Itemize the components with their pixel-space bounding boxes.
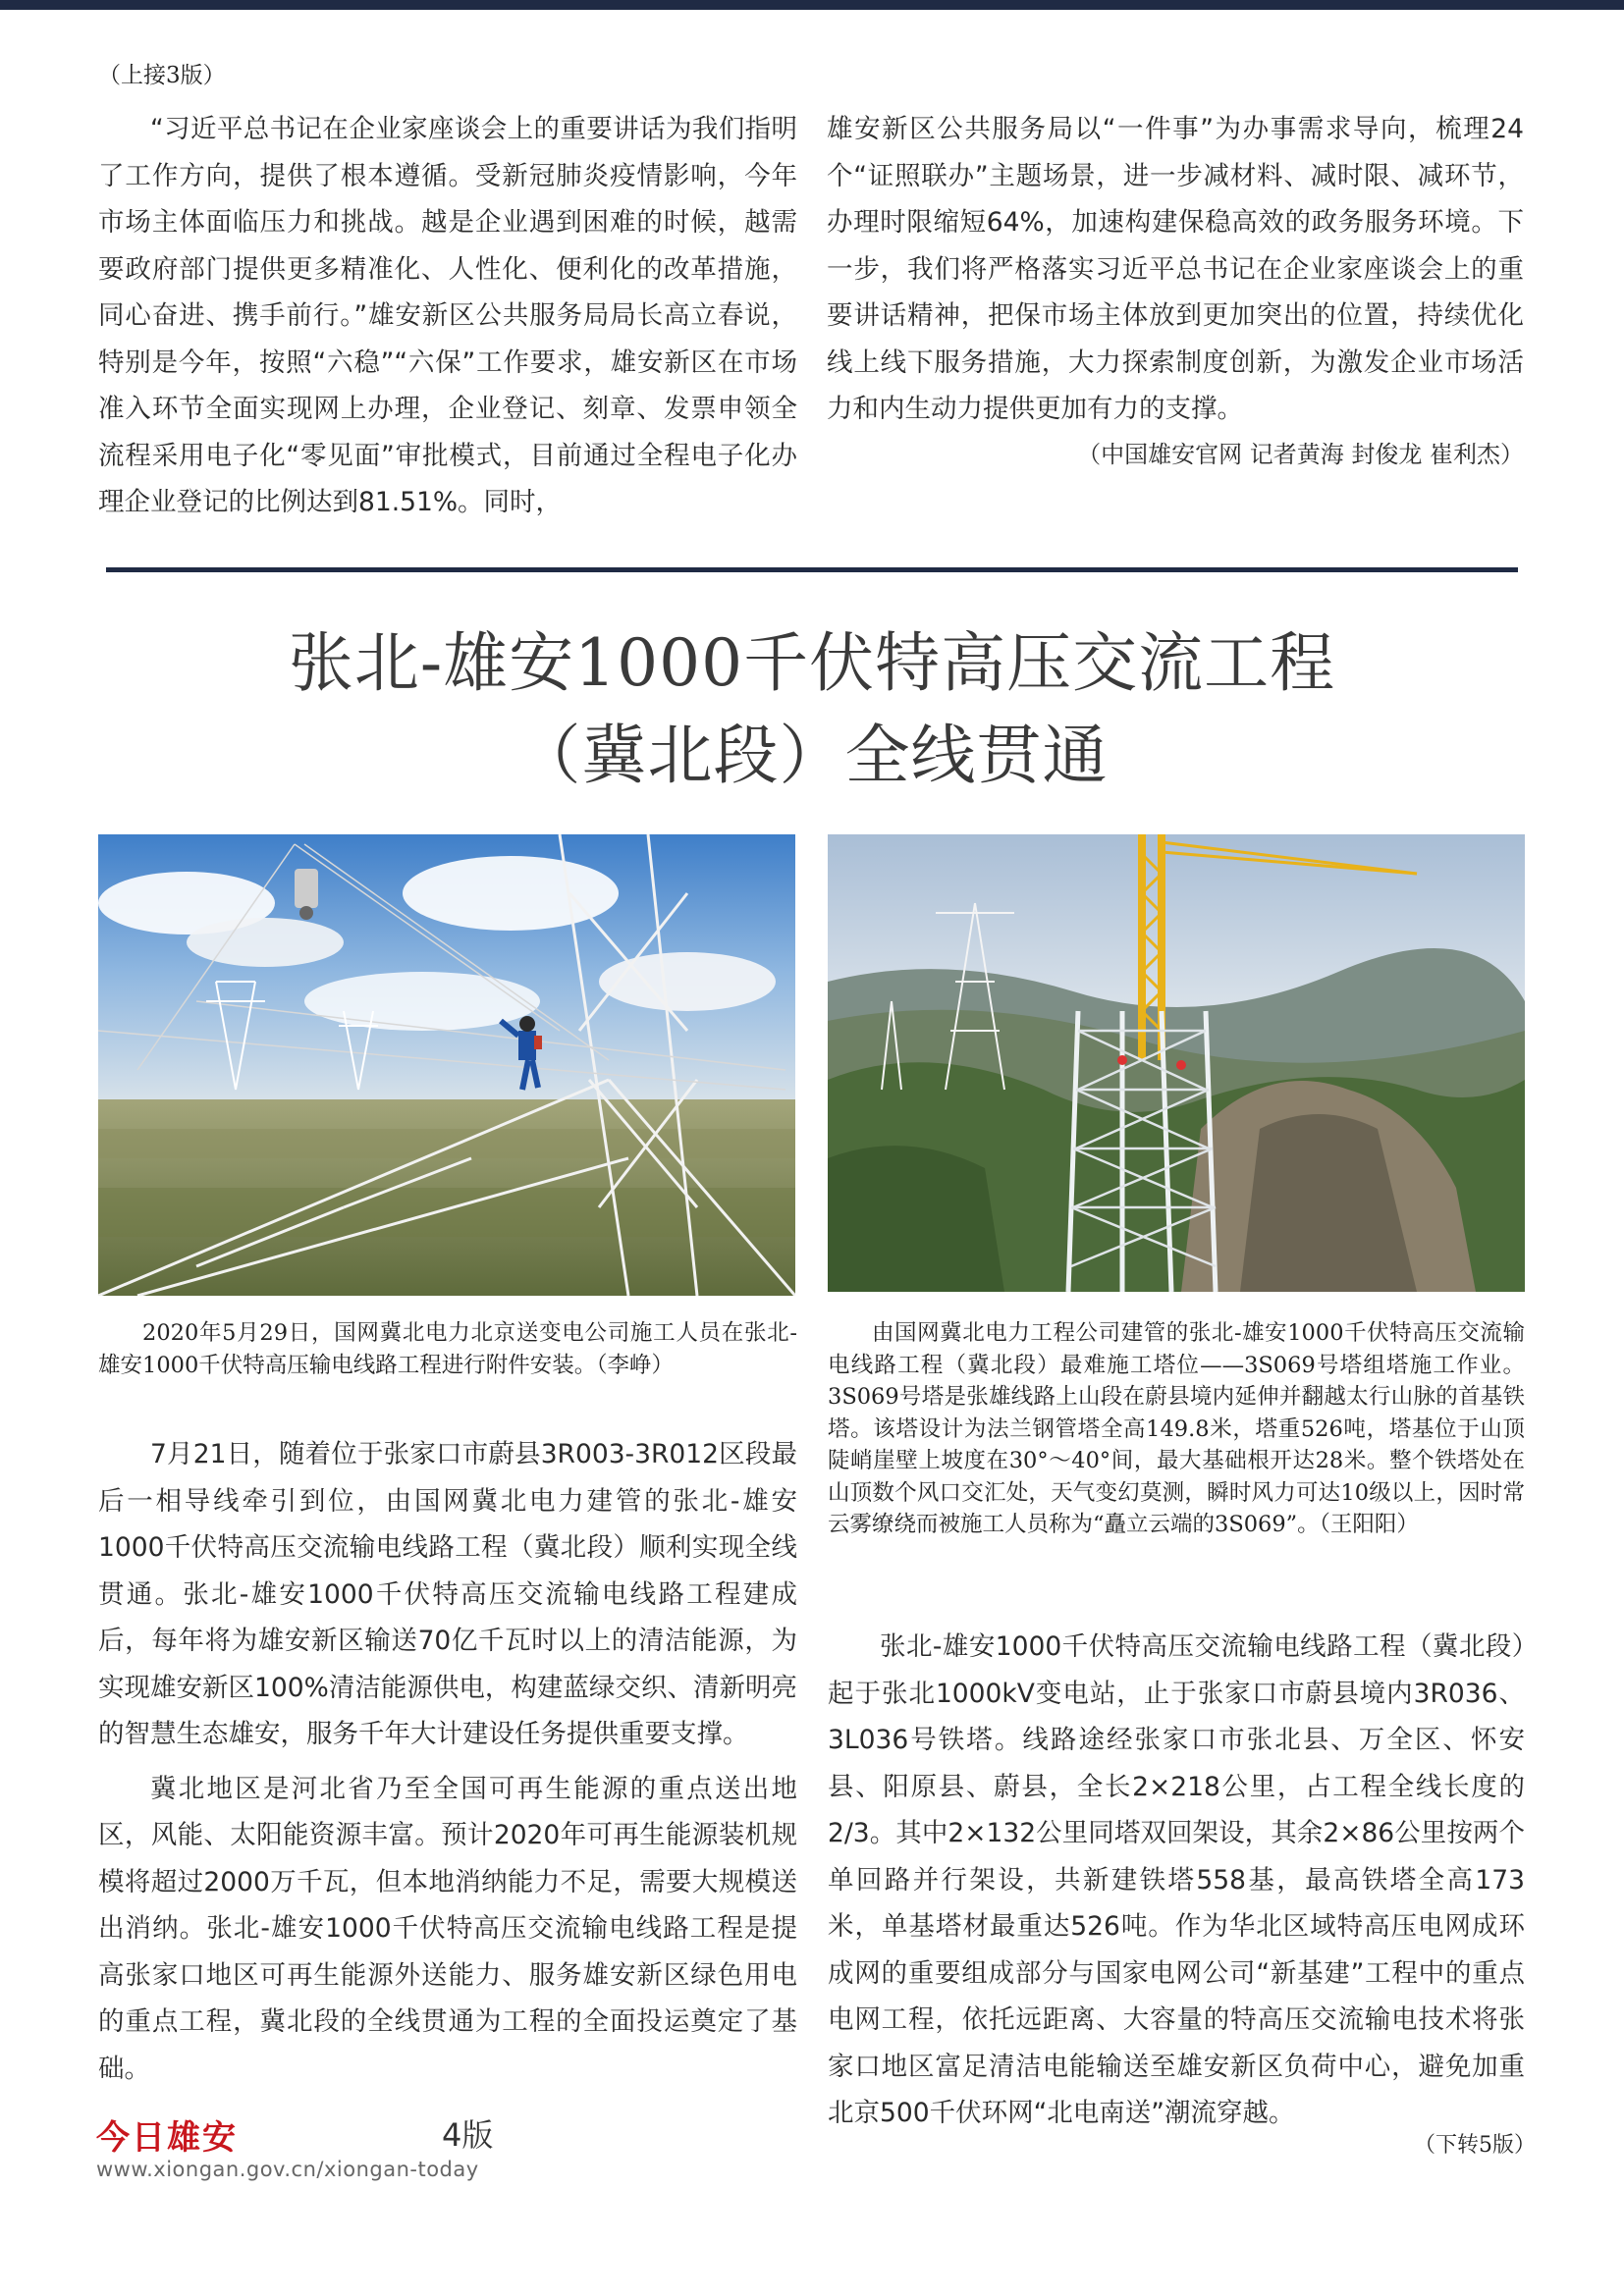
footer-url[interactable]: www.xiongan.gov.cn/xiongan-today	[96, 2158, 479, 2181]
photo-tower-construction-mountains	[828, 834, 1525, 1292]
headline-line-2: （冀北段）全线贯通	[515, 718, 1109, 793]
body-left-paragraph-2: 冀北地区是河北省乃至全国可再生能源的重点送出地区，风能、太阳能资源丰富。预计2020年可再生能源装机规模将超过2000万千瓦，但本地消纳能力不足，需要大规模送出消纳。张北-雄安1000千伏特高压交流输电线路工程是提高张家口地区可再生能源外送能力、服务雄安新区绿色用电的重点工程，冀北段的全线贯通为工程的全面投运奠定了基础。	[98, 1773, 797, 2084]
body-right-column	[828, 1624, 1525, 2137]
top-bar	[0, 0, 1624, 10]
photo-lineman-illustration	[98, 834, 795, 1296]
photo-left-caption: 2020年5月29日，国网冀北电力北京送变电公司施工人员在张北-雄安1000千伏特高压输电线路工程进行附件安装。（李峥）	[98, 1320, 797, 1378]
top-right-column	[827, 106, 1524, 476]
top-credit: （中国雄安官网 记者黄海 封俊龙 崔利杰）	[1077, 440, 1524, 468]
photo-right-caption: 由国网冀北电力工程公司建管的张北-雄安1000千伏特高压交流输电线路工程（冀北段）最难施工塔位——3S069号塔组塔施工作业。3S069号塔是张雄线路上山段在蔚县境内延伸并翻越太行山脉的首基铁塔。该塔设计为法兰钢管塔全高149.8米，塔重526吨，塔基位于山顶陡峭崖壁上坡度在30°～40°间，最大基础根开达28米。整个铁塔处在山顶数个风口交汇处，天气变幻莫测，瞬时风力可达10级以上，因时常云雾缭绕而被施工人员称为“矗立云端的3S069”。（王阳阳）	[828, 1320, 1525, 1537]
continued-to-label: （下转5版）	[1414, 2133, 1536, 2158]
top-right-paragraph: 雄安新区公共服务局以“一件事”为办事需求导向，梳理24个“证照联办”主题场景，进一步减材料、减时限、减环节，办理时限缩短64%，加速构建保稳高效的政务服务环境。下一步，我们将严格落实习近平总书记在企业家座谈会上的重要讲话精神，把保市场主体放到更加突出的位置，持续优化线上线下服务措施，大力探索制度创新，为激发企业市场活力和内生动力提供更加有力的支撑。	[827, 114, 1524, 424]
photo-lineman-on-tower	[98, 834, 795, 1296]
headline-line-1: 张北-雄安1000千伏特高压交流工程	[288, 625, 1336, 701]
photo-right-caption-block	[828, 1317, 1525, 1541]
body-left-paragraph-1: 7月21日，随着位于张家口市蔚县3R003-3R012区段最后一相导线牵引到位，由国网冀北电力建管的张北-雄安1000千伏特高压交流输电线路工程（冀北段）顺利实现全线贯通。张北-雄安1000千伏特高压交流输电线路工程建成后，每年将为雄安新区输送70亿千瓦时以上的清洁能源，为实现雄安新区100%清洁能源供电，构建蓝绿交织、清新明亮的智慧生态雄安，服务千年大计建设任务提供重要支撑。	[98, 1439, 797, 1749]
body-left-column	[98, 1431, 797, 2092]
top-left-column	[98, 106, 797, 526]
photo-left-caption-block	[98, 1317, 797, 1381]
top-left-paragraph: “习近平总书记在企业家座谈会上的重要讲话为我们指明了工作方向，提供了根本遵循。受新冠肺炎疫情影响，今年市场主体面临压力和挑战。越是企业遇到困难的时候，越需要政府部门提供更多精准化、人性化、便利化的改革措施，同心奋进、携手前行。”雄安新区公共服务局局长高立春说，特别是今年，按照“六稳”“六保”工作要求，雄安新区在市场准入环节全面实现网上办理，企业登记、刻章、发票申领全流程采用电子化“零见面”审批模式，目前通过全程电子化办理企业登记的比例达到81.51%。同时，	[98, 114, 797, 517]
continued-from-label: （上接3版）	[98, 63, 226, 88]
page-number: 4版	[442, 2116, 494, 2154]
body-right-paragraph-1: 张北-雄安1000千伏特高压交流输电线路工程（冀北段）起于张北1000kV变电站，止于张家口市蔚县境内3R036、3L036号铁塔。线路途经张家口市张北县、万全区、怀安县、阳原县、蔚县，全长2×218公里，占工程全线长度的2/3。其中2×132公里同塔双回架设，其余2×86公里按两个单回路并行架设，共新建铁塔558基，最高铁塔全高173米，单基塔材最重达526吨。作为华北区域特高压电网成环成网的重要组成部分与国家电网公司“新基建”工程中的重点电网工程，依托远距离、大容量的特高压交流输电技术将张家口地区富足清洁电能输送至雄安新区负荷中心，避免加重北京500千伏环网“北电南送”潮流穿越。	[828, 1631, 1525, 2128]
section-divider	[106, 567, 1518, 572]
newspaper-logo: 今日雄安	[96, 2118, 238, 2158]
photo-mountain-tower-illustration	[828, 834, 1525, 1292]
